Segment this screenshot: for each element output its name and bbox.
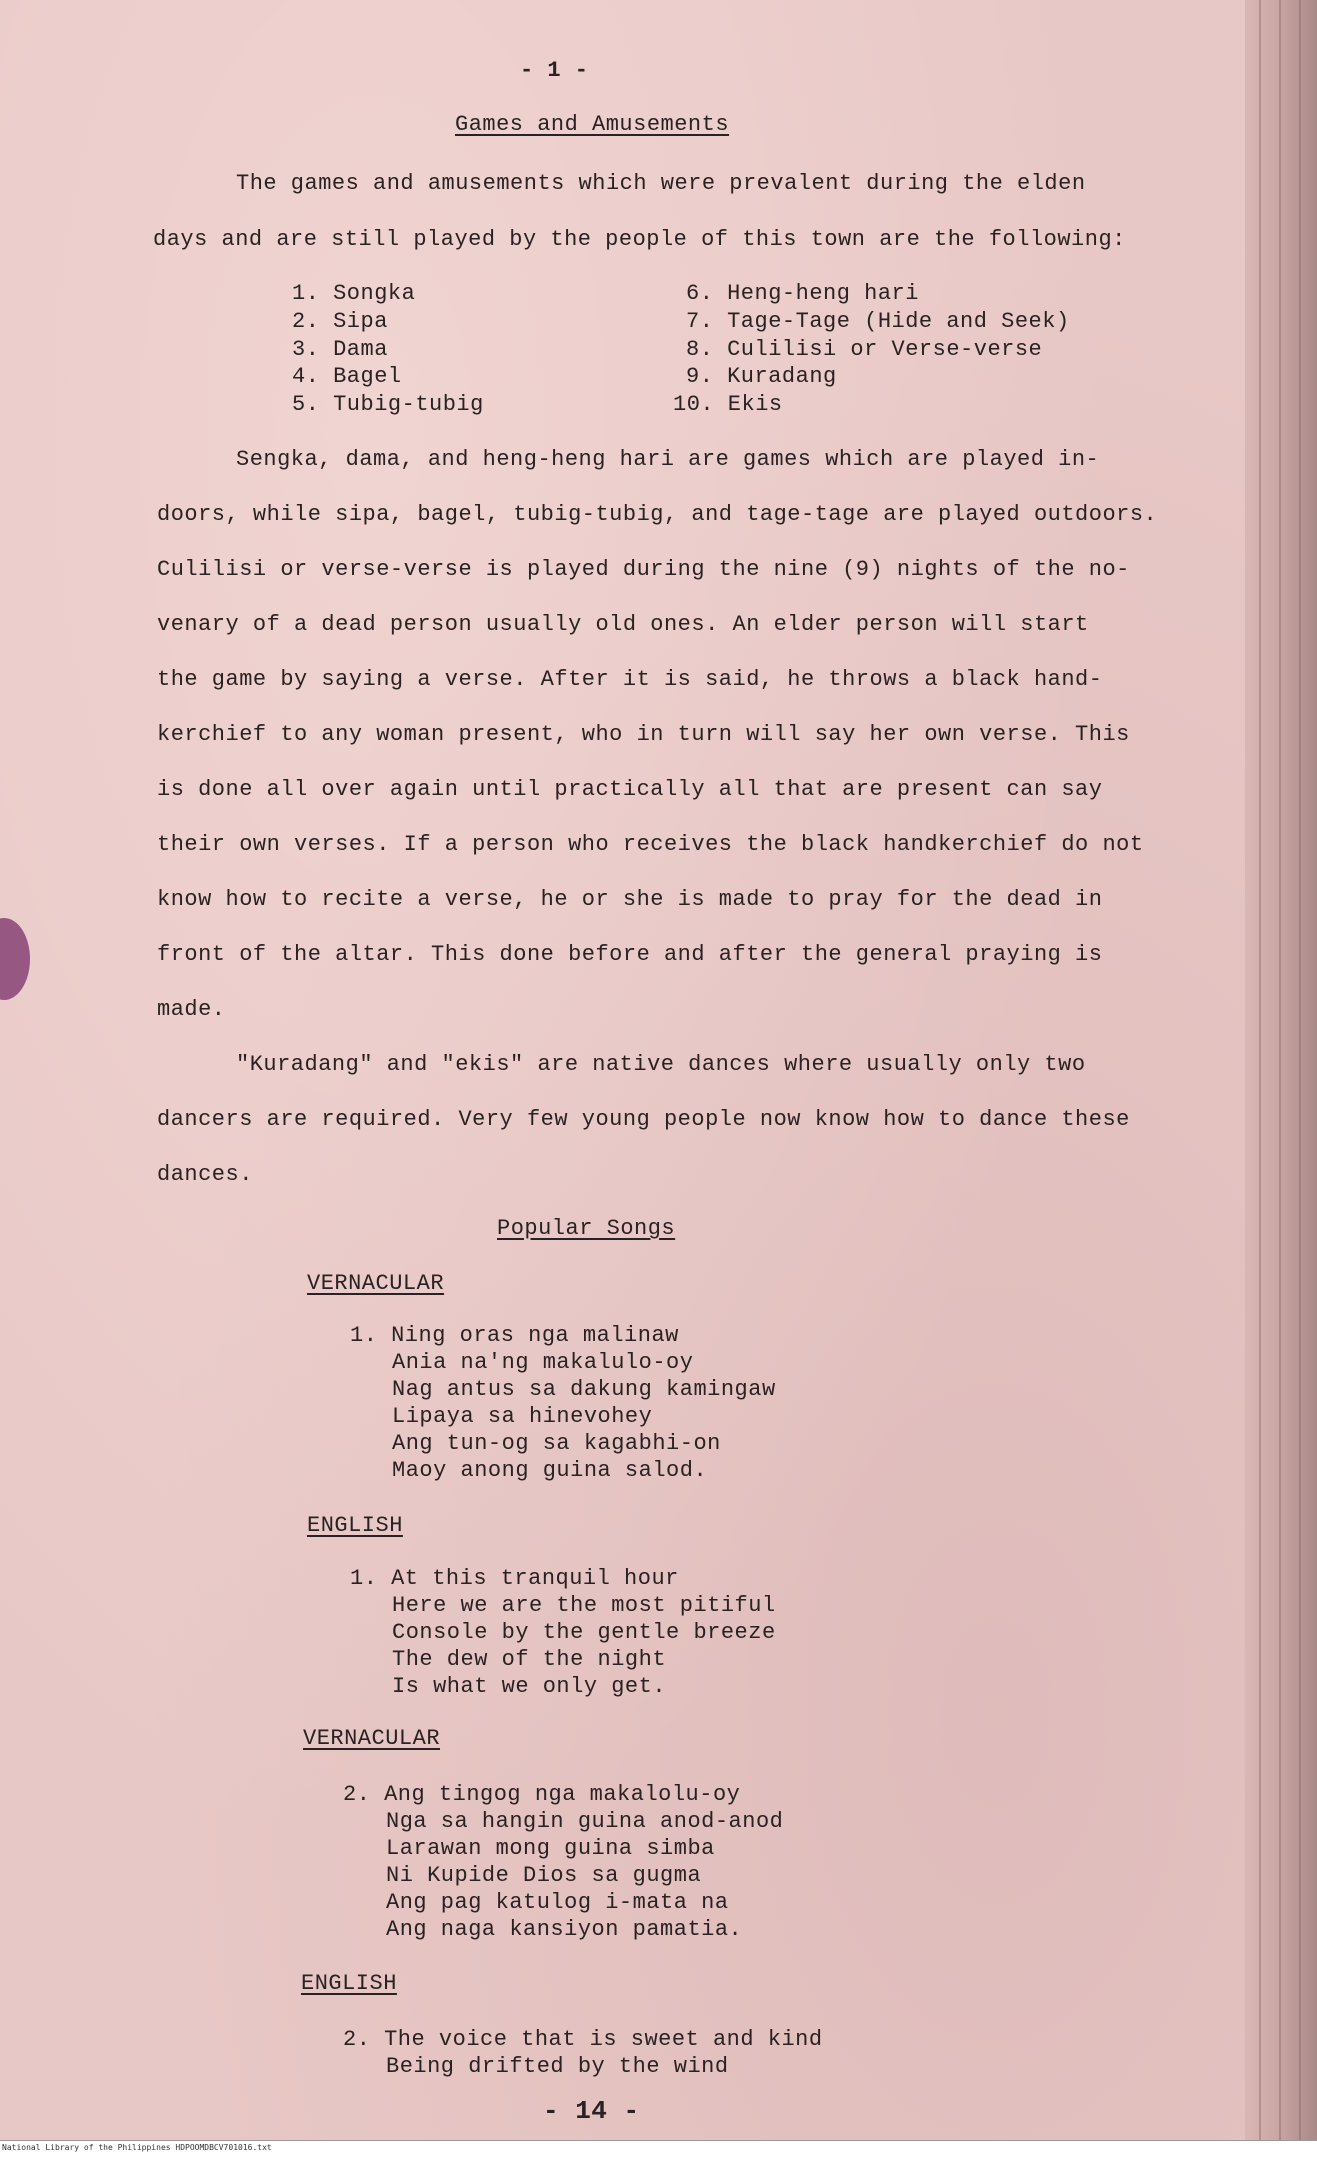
song-line: Larawan mong guina simba — [386, 1836, 715, 1861]
song-line: Console by the gentle breeze — [392, 1620, 776, 1645]
paragraph-line: front of the altar. This done before and after the general praying is — [157, 942, 1103, 967]
song-line: 1. Ning oras nga malinaw — [350, 1323, 679, 1348]
game-list-item: 4. Bagel — [292, 364, 402, 389]
intro-line: The games and amusements which were prevalent during the elden — [236, 171, 1086, 196]
song-line: Ang tun-og sa kagabhi-on — [392, 1431, 721, 1456]
footer-text: National Library of the Philippines HDPOOMDBCV701016.txt — [2, 2143, 272, 2152]
paragraph-line: know how to recite a verse, he or she is made to pray for the dead in — [157, 887, 1103, 912]
game-list-item: 6. Heng-heng hari — [686, 281, 919, 306]
song-line: Is what we only get. — [392, 1674, 667, 1699]
song-line: Ni Kupide Dios sa gugma — [386, 1863, 702, 1888]
songs-heading: Popular Songs — [497, 1216, 676, 1241]
section-label: ENGLISH — [301, 1971, 397, 1996]
paragraph-line: is done all over again until practically all that are present can say — [157, 777, 1103, 802]
page-edge-fold — [1279, 0, 1281, 2140]
paragraph-line: Culilisi or verse-verse is played during the nine (9) nights of the no- — [157, 557, 1130, 582]
page-title: Games and Amusements — [455, 112, 730, 137]
song-line: 1. At this tranquil hour — [350, 1566, 679, 1591]
paragraph-line: their own verses. If a person who receives the black handkerchief do not — [157, 832, 1144, 857]
page-edge — [1245, 0, 1317, 2140]
paragraph-line: Sengka, dama, and heng-heng hari are games which are played in- — [236, 447, 1100, 472]
game-list-item: 7. Tage-Tage (Hide and Seek) — [686, 309, 1070, 334]
song-line: Being drifted by the wind — [386, 2054, 729, 2079]
song-line: Ania na'ng makalulo-oy — [392, 1350, 694, 1375]
page-number: - 14 - — [543, 2096, 640, 2126]
intro-line: days and are still played by the people of this town are the following: — [153, 227, 1126, 252]
game-list-item: 9. Kuradang — [686, 364, 837, 389]
section-label: VERNACULAR — [303, 1726, 441, 1751]
paragraph-line: made. — [157, 997, 226, 1022]
game-list-item: 3. Dama — [292, 337, 388, 362]
game-list-item: 8. Culilisi or Verse-verse — [686, 337, 1043, 362]
page-edge-fold — [1259, 0, 1261, 2140]
game-list-item: 1. Songka — [292, 281, 416, 306]
song-line: The dew of the night — [392, 1647, 667, 1672]
paragraph-line: dancers are required. Very few young people now know how to dance these — [157, 1107, 1130, 1132]
page-header: - 1 - — [520, 58, 589, 83]
paragraph-line: the game by saying a verse. After it is said, he throws a black hand- — [157, 667, 1103, 692]
section-label: VERNACULAR — [307, 1271, 445, 1296]
game-list-item: 2. Sipa — [292, 309, 388, 334]
song-line: Here we are the most pitiful — [392, 1593, 776, 1618]
song-line: 2. The voice that is sweet and kind — [343, 2027, 823, 2052]
game-list-item: 10. Ekis — [673, 392, 783, 417]
paragraph-line: dances. — [157, 1162, 253, 1187]
paragraph-line: "Kuradang" and "ekis" are native dances where usually only two — [236, 1052, 1086, 1077]
paragraph-line: venary of a dead person usually old ones. An elder person will start — [157, 612, 1089, 637]
song-line: Ang pag katulog i-mata na — [386, 1890, 729, 1915]
song-line: Lipaya sa hinevohey — [392, 1404, 653, 1429]
paragraph-line: kerchief to any woman present, who in turn will say her own verse. This — [157, 722, 1130, 747]
song-line: Ang naga kansiyon pamatia. — [386, 1917, 743, 1942]
section-label: ENGLISH — [307, 1513, 403, 1538]
song-line: Nag antus sa dakung kamingaw — [392, 1377, 776, 1402]
game-list-item: 5. Tubig-tubig — [292, 392, 484, 417]
binding-hole — [0, 918, 30, 1000]
song-line: 2. Ang tingog nga makalolu-oy — [343, 1782, 741, 1807]
paragraph-line: doors, while sipa, bagel, tubig-tubig, and tage-tage are played outdoors. — [157, 502, 1158, 527]
song-line: Maoy anong guina salod. — [392, 1458, 708, 1483]
page-edge-fold — [1299, 0, 1301, 2140]
song-line: Nga sa hangin guina anod-anod — [386, 1809, 784, 1834]
